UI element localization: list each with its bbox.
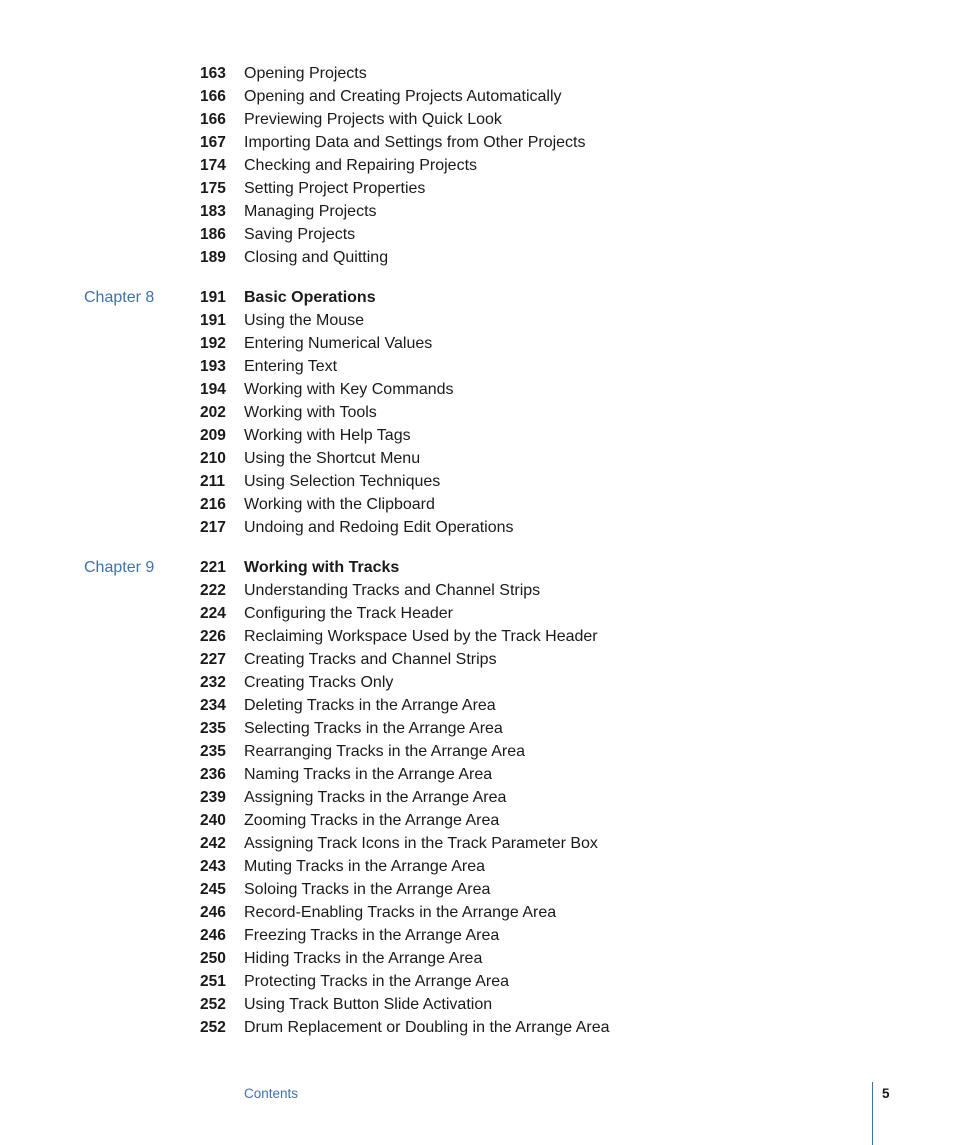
toc-page-number: 194: [200, 381, 226, 398]
toc-entry[interactable]: [0, 516, 954, 539]
toc-entry[interactable]: [0, 625, 954, 648]
toc-entry[interactable]: [0, 332, 954, 355]
toc-entry-title: Checking and Repairing Projects: [244, 157, 478, 174]
toc-entry[interactable]: [0, 200, 954, 223]
toc-page-number: 210: [200, 450, 226, 467]
toc-entry-title: Configuring the Track Header: [244, 605, 453, 622]
toc-entry-title: Using the Mouse: [244, 312, 365, 329]
toc-entry[interactable]: [0, 579, 954, 602]
toc-entry[interactable]: [0, 154, 954, 177]
toc-entry-title: Using Track Button Slide Activation: [244, 996, 493, 1013]
toc-entry-title: Managing Projects: [244, 203, 377, 220]
toc-entry[interactable]: [0, 177, 954, 200]
toc-page-number: 235: [200, 720, 226, 737]
toc-page-number: 242: [200, 835, 226, 852]
toc-page-number: 252: [200, 1019, 226, 1036]
table-of-contents: [0, 62, 954, 1039]
toc-page-number: 163: [200, 65, 226, 82]
toc-entry[interactable]: [0, 401, 954, 424]
toc-page-number: 222: [200, 582, 226, 599]
toc-entry[interactable]: [0, 309, 954, 332]
toc-page-number: 245: [200, 881, 226, 898]
toc-page-number: 216: [200, 496, 226, 513]
toc-entry-title: Working with the Clipboard: [244, 496, 435, 513]
toc-page-number: 217: [200, 519, 226, 536]
toc-page-number: 240: [200, 812, 226, 829]
toc-page-number: 243: [200, 858, 226, 875]
toc-entry-title: Opening and Creating Projects Automatically: [244, 88, 562, 105]
toc-entry[interactable]: [0, 355, 954, 378]
toc-entry-title: Reclaiming Workspace Used by the Track Header: [244, 628, 598, 645]
toc-entry[interactable]: [0, 717, 954, 740]
toc-page-number: 251: [200, 973, 226, 990]
toc-entry-title: Drum Replacement or Doubling in the Arrange Area: [244, 1019, 610, 1036]
toc-entry[interactable]: [0, 493, 954, 516]
toc-entry[interactable]: [0, 108, 954, 131]
toc-entry[interactable]: [0, 223, 954, 246]
toc-page-number: 202: [200, 404, 226, 421]
toc-entry-title: Using the Shortcut Menu: [244, 450, 421, 467]
toc-entry[interactable]: [0, 947, 954, 970]
toc-entry[interactable]: [0, 694, 954, 717]
toc-page-number: 224: [200, 605, 226, 622]
toc-entry[interactable]: [0, 809, 954, 832]
toc-page-number: 209: [200, 427, 226, 444]
toc-entry-title: Setting Project Properties: [244, 180, 426, 197]
toc-page-number: 235: [200, 743, 226, 760]
toc-entry[interactable]: [0, 786, 954, 809]
chapter-title: Working with Tracks: [244, 559, 400, 576]
footer-section-label: Contents: [244, 1086, 299, 1101]
toc-entry-title: Opening Projects: [244, 65, 367, 82]
toc-entry[interactable]: [0, 740, 954, 763]
toc-entry[interactable]: [0, 131, 954, 154]
toc-entry-title: Entering Text: [244, 358, 338, 375]
toc-chapter-heading[interactable]: [0, 286, 954, 309]
toc-entry[interactable]: [0, 378, 954, 401]
toc-entry-title: Importing Data and Settings from Other Projects: [244, 134, 586, 151]
toc-page-number: 232: [200, 674, 226, 691]
toc-page-number: 191: [200, 289, 226, 306]
toc-page-number: 226: [200, 628, 226, 645]
toc-entry-title: Working with Key Commands: [244, 381, 454, 398]
toc-entry[interactable]: [0, 470, 954, 493]
toc-entry-title: Protecting Tracks in the Arrange Area: [244, 973, 510, 990]
toc-entry-title: Naming Tracks in the Arrange Area: [244, 766, 493, 783]
toc-entry[interactable]: [0, 424, 954, 447]
toc-page-number: 234: [200, 697, 226, 714]
toc-entry[interactable]: [0, 924, 954, 947]
toc-page-number: 252: [200, 996, 226, 1013]
toc-entry[interactable]: [0, 62, 954, 85]
toc-page-number: 246: [200, 927, 226, 944]
footer-divider: [872, 1082, 873, 1145]
toc-entry[interactable]: [0, 671, 954, 694]
chapter-title: Basic Operations: [244, 289, 376, 306]
toc-entry-title: Selecting Tracks in the Arrange Area: [244, 720, 503, 737]
chapter-label: Chapter 9: [84, 559, 155, 576]
toc-entry[interactable]: [0, 763, 954, 786]
toc-page-number: 192: [200, 335, 226, 352]
toc-entry-title: Undoing and Redoing Edit Operations: [244, 519, 514, 536]
toc-page-number: 239: [200, 789, 226, 806]
toc-entry[interactable]: [0, 85, 954, 108]
toc-entry-title: Using Selection Techniques: [244, 473, 441, 490]
toc-entry-title: Saving Projects: [244, 226, 356, 243]
toc-entry-title: Rearranging Tracks in the Arrange Area: [244, 743, 526, 760]
toc-page-number: 193: [200, 358, 226, 375]
toc-page-number: 236: [200, 766, 226, 783]
toc-page-number: 221: [200, 559, 226, 576]
toc-entry[interactable]: [0, 832, 954, 855]
toc-page-number: 246: [200, 904, 226, 921]
toc-entry[interactable]: [0, 993, 954, 1016]
toc-page-number: 250: [200, 950, 226, 967]
toc-page-number: 183: [200, 203, 226, 220]
toc-chapter-heading[interactable]: [0, 556, 954, 579]
toc-entry[interactable]: [0, 855, 954, 878]
toc-entry[interactable]: [0, 1016, 954, 1039]
toc-entry-title: Closing and Quitting: [244, 249, 389, 266]
toc-entry-title: Freezing Tracks in the Arrange Area: [244, 927, 500, 944]
toc-entry-title: Entering Numerical Values: [244, 335, 433, 352]
toc-entry-title: Creating Tracks Only: [244, 674, 394, 691]
toc-entry[interactable]: [0, 602, 954, 625]
toc-entry[interactable]: [0, 901, 954, 924]
toc-entry[interactable]: [0, 447, 954, 470]
toc-entry[interactable]: [0, 648, 954, 671]
toc-entry[interactable]: [0, 970, 954, 993]
page-number: 5: [882, 1086, 890, 1101]
toc-page-number: 211: [200, 473, 226, 490]
toc-page-number: 186: [200, 226, 226, 243]
toc-entry-title: Hiding Tracks in the Arrange Area: [244, 950, 483, 967]
toc-entry-title: Creating Tracks and Channel Strips: [244, 651, 497, 668]
toc-entry-title: Previewing Projects with Quick Look: [244, 111, 502, 128]
toc-entry-title: Zooming Tracks in the Arrange Area: [244, 812, 500, 829]
chapter-label: Chapter 8: [84, 289, 155, 306]
toc-page-number: 189: [200, 249, 226, 266]
toc-entry-title: Soloing Tracks in the Arrange Area: [244, 881, 491, 898]
toc-entry-title: Understanding Tracks and Channel Strips: [244, 582, 541, 599]
toc-entry[interactable]: [0, 246, 954, 269]
toc-page-number: 174: [200, 157, 226, 174]
toc-page-number: 166: [200, 88, 226, 105]
toc-entry-title: Working with Tools: [244, 404, 377, 421]
toc-page-number: 227: [200, 651, 226, 668]
toc-page-number: 166: [200, 111, 226, 128]
toc-entry-title: Record-Enabling Tracks in the Arrange Area: [244, 904, 557, 921]
toc-entry-title: Working with Help Tags: [244, 427, 411, 444]
toc-page-number: 175: [200, 180, 226, 197]
toc-page-number: 191: [200, 312, 226, 329]
toc-entry[interactable]: [0, 878, 954, 901]
toc-page-number: 167: [200, 134, 226, 151]
toc-entry-title: Muting Tracks in the Arrange Area: [244, 858, 486, 875]
toc-entry-title: Assigning Tracks in the Arrange Area: [244, 789, 507, 806]
toc-entry-title: Deleting Tracks in the Arrange Area: [244, 697, 496, 714]
toc-entry-title: Assigning Track Icons in the Track Parameter Box: [244, 835, 598, 852]
